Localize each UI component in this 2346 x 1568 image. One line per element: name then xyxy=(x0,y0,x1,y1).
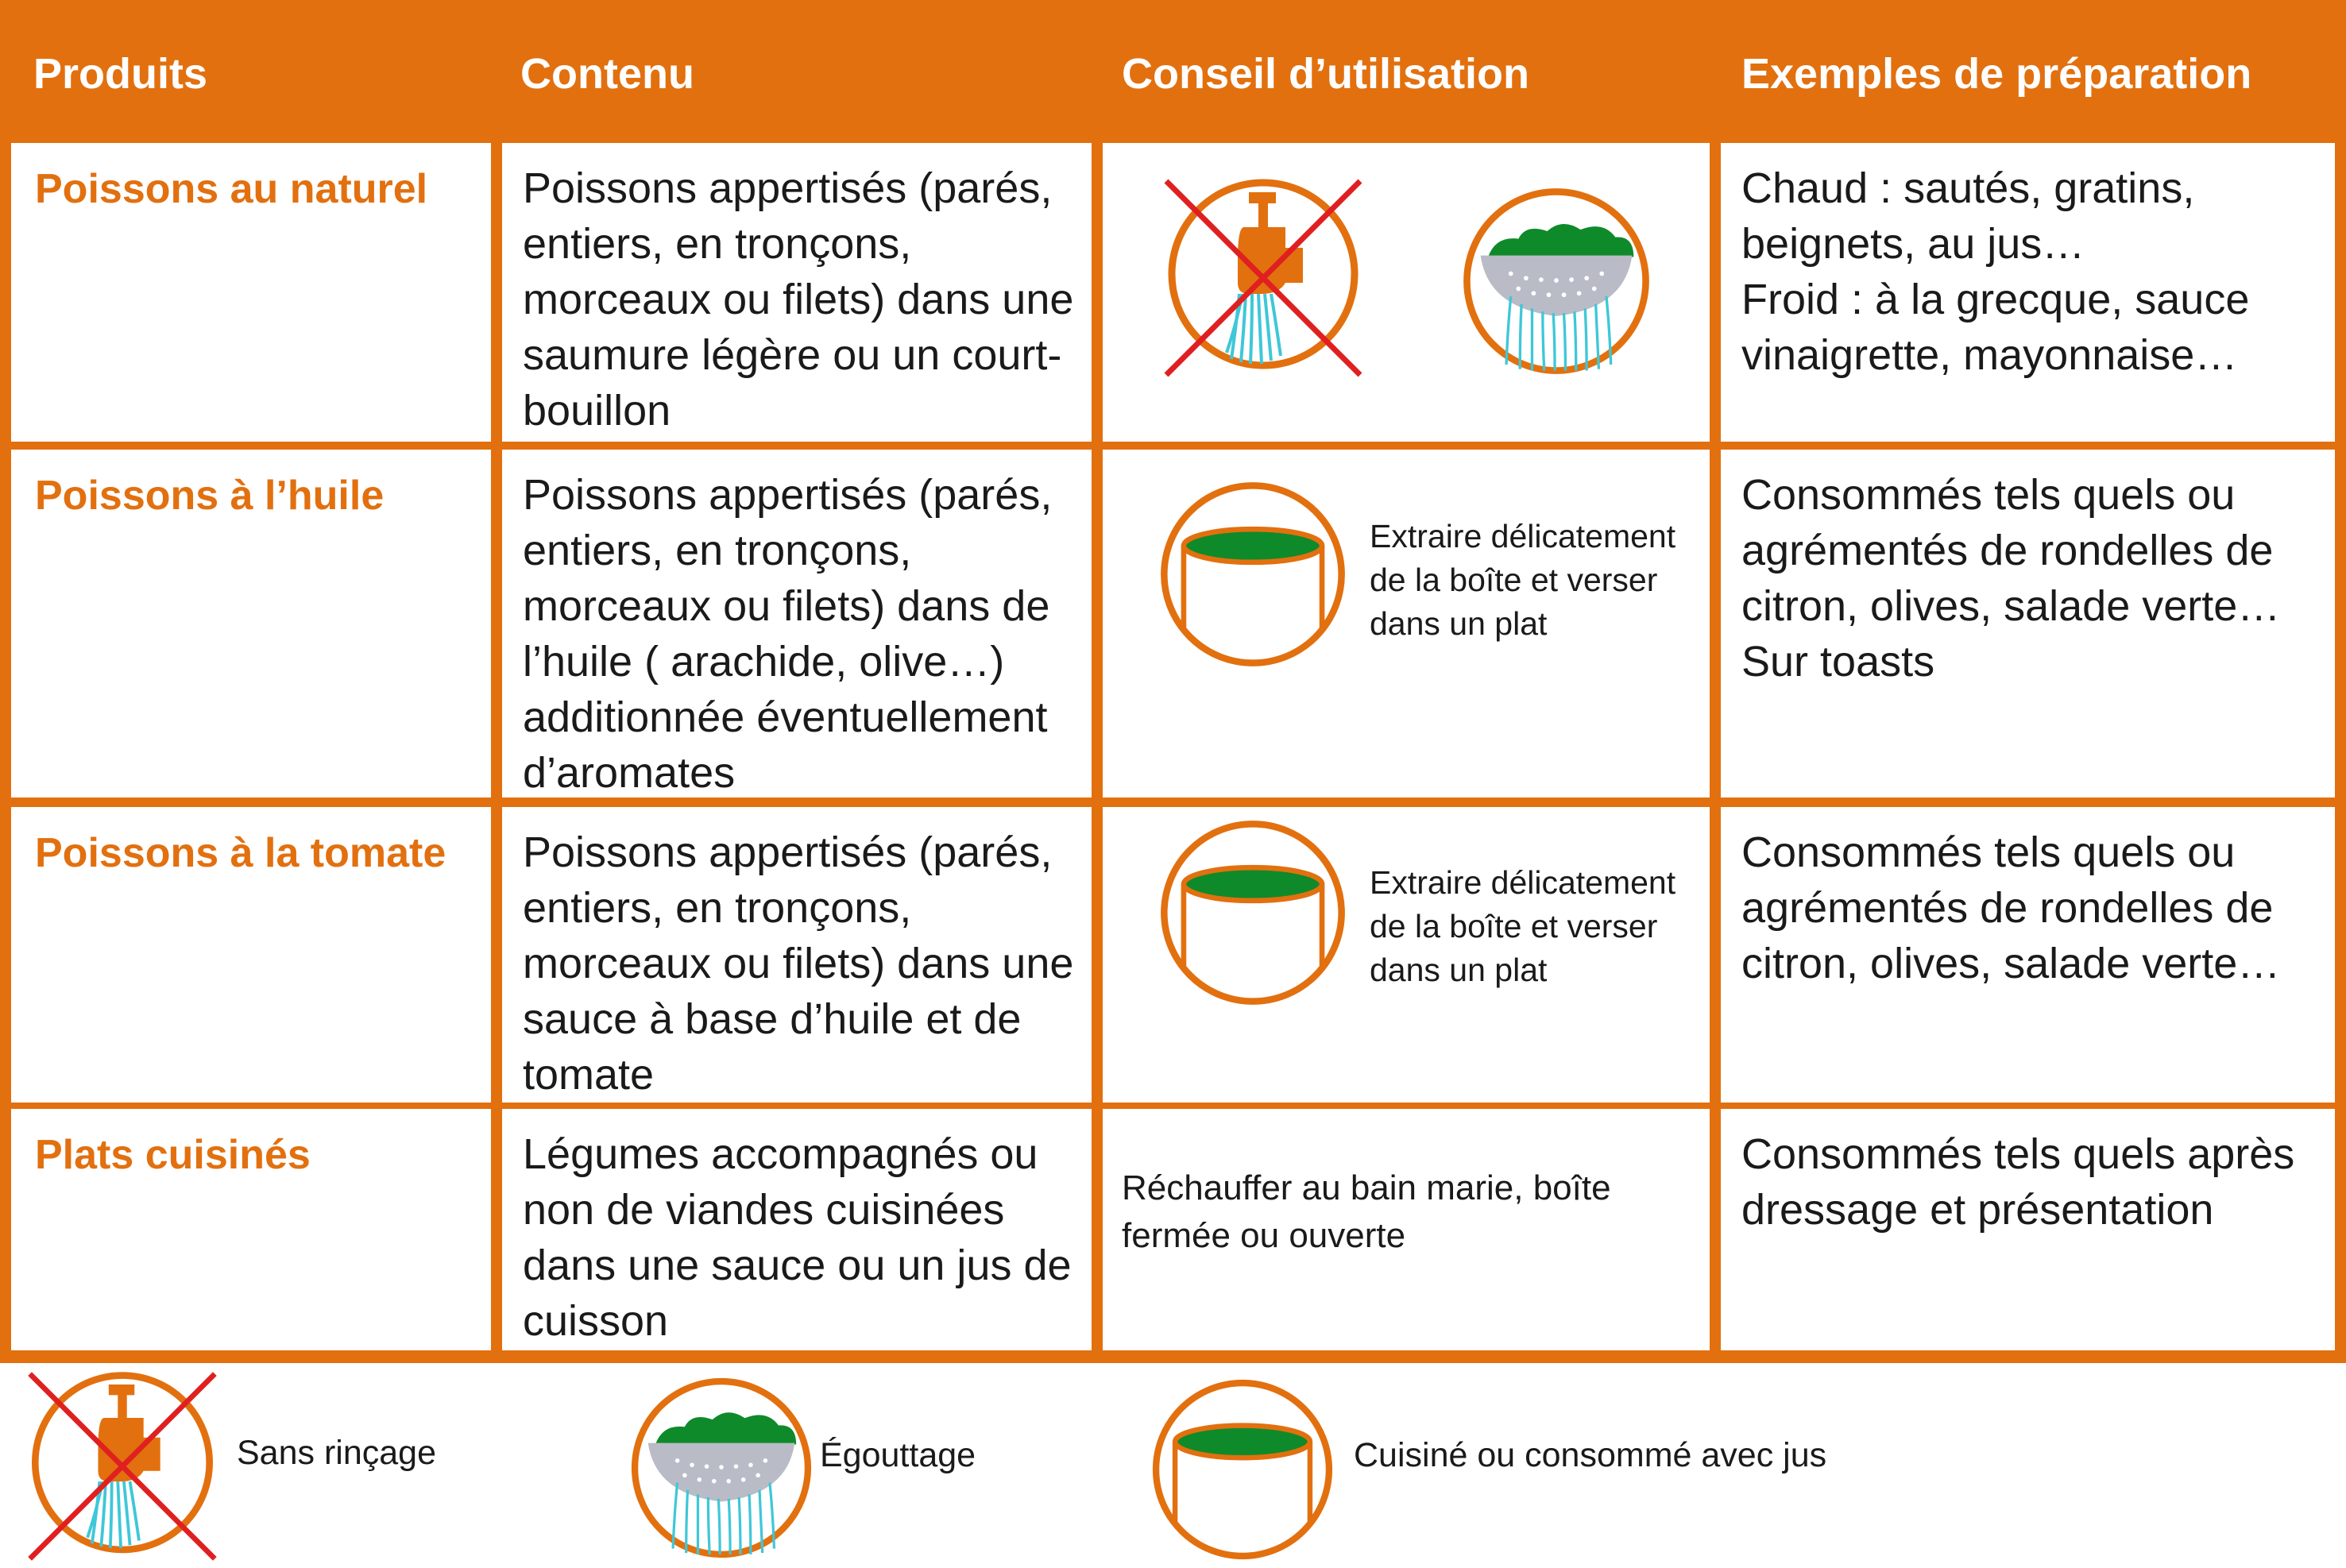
no-rinse-icon xyxy=(24,1368,221,1565)
example-line: Froid : à la grecque, sauce vinaigrette, mayonnaise… xyxy=(1741,276,2250,379)
header-products: Produits xyxy=(33,50,208,98)
example-line: Consommés tels quels ou agrémentés de rondelles de citron, olives, salade verte… xyxy=(1741,471,2281,630)
draining-icon xyxy=(1458,183,1655,380)
legend-label: Sans rinçage xyxy=(237,1434,436,1472)
can-with-juice-icon xyxy=(1155,815,1351,1010)
advice-cell xyxy=(1103,807,1710,1103)
header-usage-advice: Conseil d’utilisation xyxy=(1122,50,1530,98)
content-cell: Poissons appertisés (parés, entiers, en tronçons, morceaux ou filets) dans de l’huile ( arachide, olive…) additionnée éventuellement d’aromates xyxy=(502,450,1092,798)
advice-text: Extraire délicatement de la boîte et verser dans un plat xyxy=(1370,864,1676,988)
advice-text: Extraire délicatement de la boîte et verser dans un plat xyxy=(1370,518,1676,642)
product-cell: Poissons à la tomate xyxy=(11,807,491,1103)
examples-cell xyxy=(1721,450,2335,798)
content-cell: Poissons appertisés (parés, entiers, en tronçons, morceaux ou filets) dans une sauce à base d’huile et de tomate xyxy=(502,807,1092,1103)
content-cell: Poissons appertisés (parés, entiers, en tronçons, morceaux ou filets) dans une saumure légère ou un court-bouillon xyxy=(502,143,1092,442)
product-cell: Poissons au naturel xyxy=(11,143,491,442)
examples-cell xyxy=(1721,1109,2335,1350)
advice-cell xyxy=(1103,1109,1710,1350)
can-with-juice-icon xyxy=(1155,477,1351,672)
product-cell: Plats cuisinés xyxy=(11,1109,491,1350)
example-line: Consommés tels quels après dressage et présentation xyxy=(1741,1130,2295,1234)
example-line: Chaud : sautés, gratins, beignets, au jus… xyxy=(1741,164,2195,268)
examples-cell xyxy=(1721,143,2335,442)
content-cell: Légumes accompagnés ou non de viandes cuisinées dans une sauce ou un jus de cuisson xyxy=(502,1109,1092,1350)
can-with-juice-icon xyxy=(1147,1374,1338,1565)
examples-cell xyxy=(1721,807,2335,1103)
advice-text: Réchauffer au bain marie, boîte fermée ou ouverte xyxy=(1122,1168,1611,1255)
example-line: Sur toasts xyxy=(1741,638,1935,686)
no-rinse-icon xyxy=(1160,175,1366,381)
advice-cell xyxy=(1103,143,1710,442)
draining-icon xyxy=(626,1373,817,1563)
legend-label: Égouttage xyxy=(820,1436,976,1474)
header-content: Contenu xyxy=(520,50,694,98)
legend-label: Cuisiné ou consommé avec jus xyxy=(1354,1436,1827,1474)
product-cell: Poissons à l’huile xyxy=(11,450,491,798)
header-preparation-examples: Exemples de préparation xyxy=(1741,50,2252,98)
example-line: Consommés tels quels ou agrémentés de rondelles de citron, olives, salade verte… xyxy=(1741,828,2281,987)
advice-cell xyxy=(1103,450,1710,798)
